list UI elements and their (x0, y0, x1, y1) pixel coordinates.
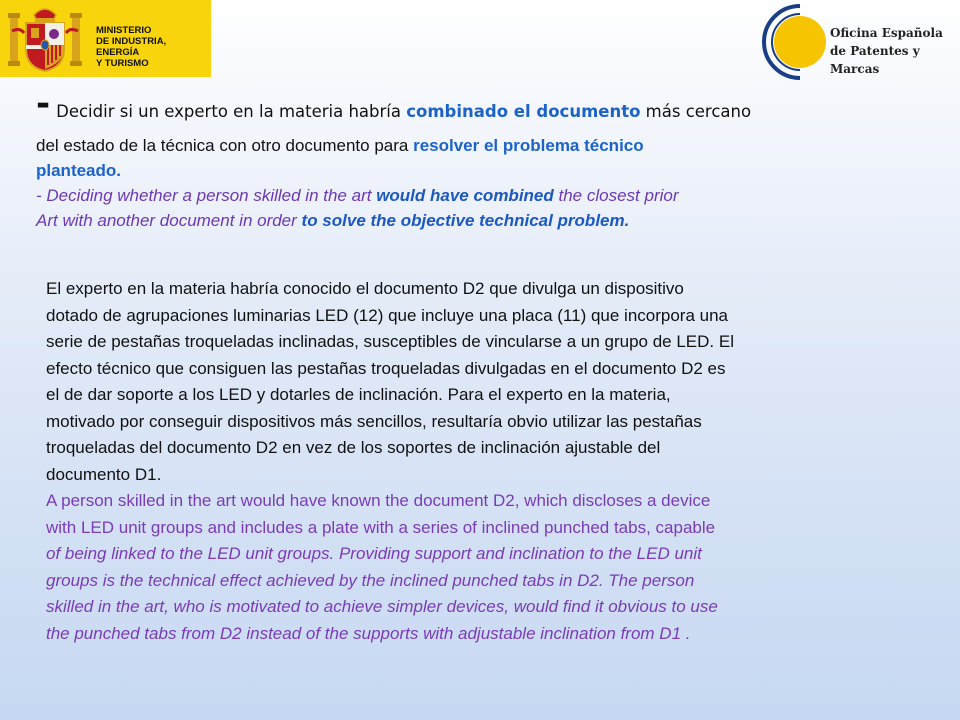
oepm-logo (760, 2, 960, 82)
highlight-combined: combinado el documento (406, 102, 641, 121)
oepm-name: Oficina Española de Patentes y Marcas (830, 26, 943, 76)
ministerio-logo (0, 0, 211, 77)
analysis-es-line: documento D1. (46, 464, 162, 484)
highlight-resolve: resolver el problema técnico (413, 136, 644, 155)
oepm-sun-icon (760, 2, 832, 82)
criterion-line-es-2: del estado de la técnica con otro documento para resolver el problema técnico (36, 136, 644, 155)
highlight-solve-problem: to solve the objective technical problem. (301, 211, 630, 230)
analysis-es-line: dotado de agrupaciones luminarias LED (12) que incluye una placa (11) que incorpora una (46, 305, 729, 325)
spain-coat-of-arms-icon (8, 3, 82, 75)
bullet-dash: - (36, 84, 51, 124)
criterion-block (36, 84, 936, 233)
analysis-en-line: with LED unit groups and includes a plate with a series of inclined punched tabs, capable (46, 517, 716, 537)
criterion-line-es-3: planteado. (36, 161, 122, 180)
analysis-es-line: el de dar soporte a los LED y dotarles de inclinación. Para el experto en la materia, (46, 385, 671, 404)
analysis-es-line: motivado por conseguir dispositivos más sencillos, resultaría obvio utilizar las pestañas (46, 411, 702, 431)
highlight-would-combine: would have combined (376, 186, 554, 205)
analysis-en-line: the punched tabs from D2 instead of the supports with adjustable inclination from D1 . (46, 623, 691, 643)
analysis-es-line: serie de pestañas troqueladas inclinadas, susceptibles de vincularse a un grupo de LED. El (46, 332, 734, 351)
analysis-block (46, 276, 931, 647)
analysis-en-line: skilled in the art, who is motivated to achieve simpler devices, would find it obvious to use (46, 597, 718, 616)
analysis-es-paragraph (46, 276, 931, 488)
criterion-line-es-1: - Decidir si un experto en la materia habría combinado el documento más cercano (36, 84, 752, 124)
analysis-en-line: A person skilled in the art would have known the document D2, which discloses a device (46, 491, 711, 510)
criterion-line-en-2: Art with another document in order to solve the objective technical problem. (36, 211, 630, 230)
analysis-en-line: of being linked to the LED unit groups. Providing support and inclination to the LED unit (46, 544, 702, 563)
analysis-es-line: El experto en la materia habría conocido el documento D2 que divulga un dispositivo (46, 279, 684, 298)
analysis-es-line: troqueladas del documento D2 en vez de los soportes de inclinación ajustable del (46, 438, 661, 457)
analysis-en-paragraph (46, 488, 931, 647)
analysis-en-line: groups is the technical effect achieved by the inclined punched tabs in D2. The person (46, 570, 695, 590)
ministerio-name: MINISTERIO DE INDUSTRIA, ENERGÍA Y TURISMO (96, 25, 167, 69)
analysis-es-line: efecto técnico que consiguen las pestañas troqueladas divulgadas en el documento D2 es (46, 358, 726, 378)
criterion-line-en-1: - Deciding whether a person skilled in the art would have combined the closest prior (36, 186, 679, 205)
